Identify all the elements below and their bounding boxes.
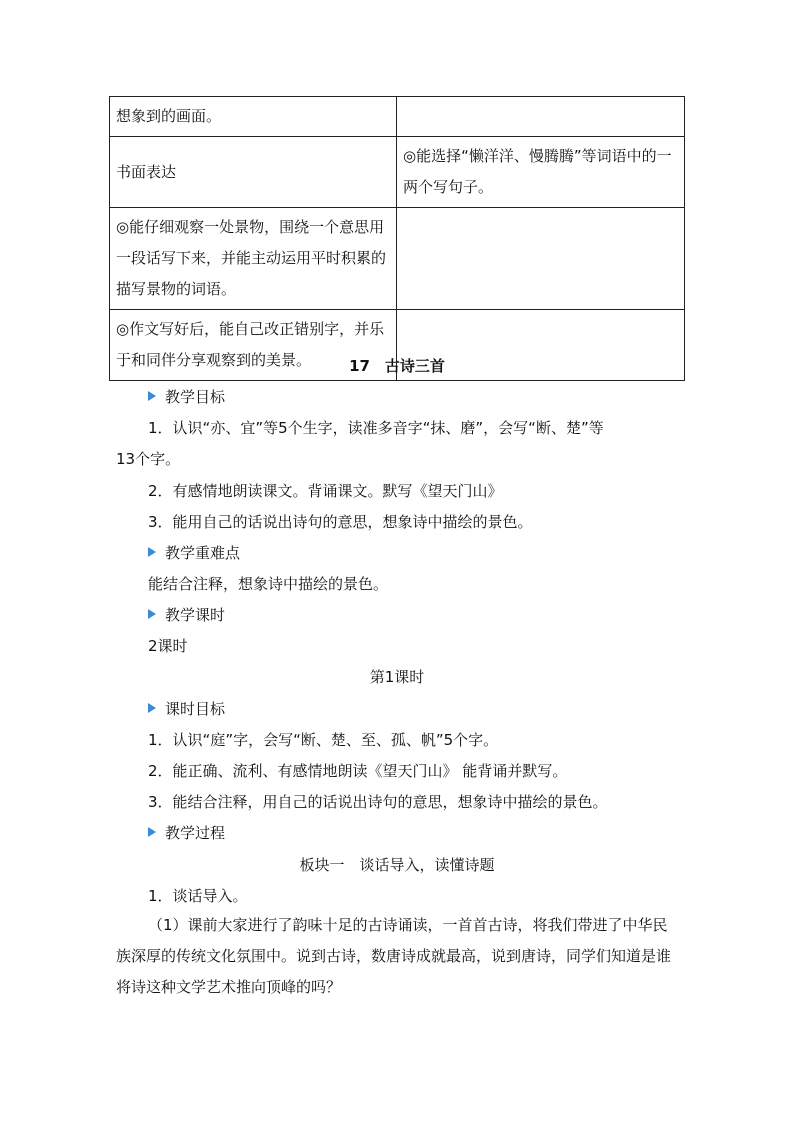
triangle-bullet-icon [148,703,156,713]
triangle-bullet-icon [148,827,156,837]
goal-item: 1．认识“庭”字，会写“断、楚、至、孤、帆”5个字。 [148,731,499,749]
goal-item: 3．能用自己的话说出诗句的意思，想象诗中描绘的景色。 [148,513,533,531]
body-text: 能结合注释，想象诗中描绘的景色。 [148,575,389,593]
triangle-bullet-icon [148,391,156,401]
goal-item: 3．能结合注释，用自己的话说出诗句的意思，想象诗中描绘的景色。 [148,793,608,811]
heading-text: 教学重难点 [165,544,241,562]
section-heading [148,604,225,625]
goals-table [109,96,685,381]
goal-item: 1．认识“亦、宜”等5个生字，读准多音字“抹、磨”，会写“断、楚”等 [148,419,604,437]
block-title: 板块一 谈话导入，读懂诗题 [299,856,495,874]
table-cell: 想象到的画面。 [110,97,397,137]
heading-text: 教学目标 [165,388,226,406]
table-row [110,208,685,310]
step-item: 1．谈话导入。 [148,887,248,905]
section-heading [148,822,225,843]
section-heading [148,542,240,563]
period-title: 第1课时 [369,668,425,686]
heading-text: 教学过程 [165,824,226,842]
table-row [110,97,685,137]
triangle-bullet-icon [148,547,156,557]
goal-item: 2．能正确、流利、有感情地朗读《望天门山》 能背诵并默写。 [148,762,568,780]
paragraph: （1）课前大家进行了韵味十足的古诗诵读，一首首古诗，将我们带进了中华民族深厚的传统文化氛围中。说到古诗，数唐诗成就最高，说到唐诗，同学们知道是谁将诗这种文学艺术推向顶峰的吗？ [116,916,672,996]
section-heading [148,698,225,719]
heading-text: 课时目标 [165,700,226,718]
triangle-bullet-icon [148,609,156,619]
table-cell: 书面表达 [110,137,397,208]
section-heading [148,386,225,407]
table-cell: ◎能仔细观察一处景物，围绕一个意思用一段话写下来，并能主动运用平时积累的描写景物的词语。 [110,208,397,310]
goal-item-continued: 13个字。 [116,450,181,468]
goal-item: 2．有感情地朗读课文。背诵课文。默写《望天门山》 [148,482,503,500]
lesson-title: 17 古诗三首 [349,357,445,375]
body-text: 2课时 [148,637,188,655]
heading-text: 教学课时 [165,606,226,624]
table-cell: ◎作文写好后，能自己改正错别字，并乐于和同伴分享观察到的美景。 [110,310,397,381]
table-cell [397,97,685,137]
table-row [110,137,685,208]
table-cell [397,208,685,310]
table-cell: ◎能选择“懒洋洋、慢腾腾”等词语中的一两个写句子。 [397,137,685,208]
